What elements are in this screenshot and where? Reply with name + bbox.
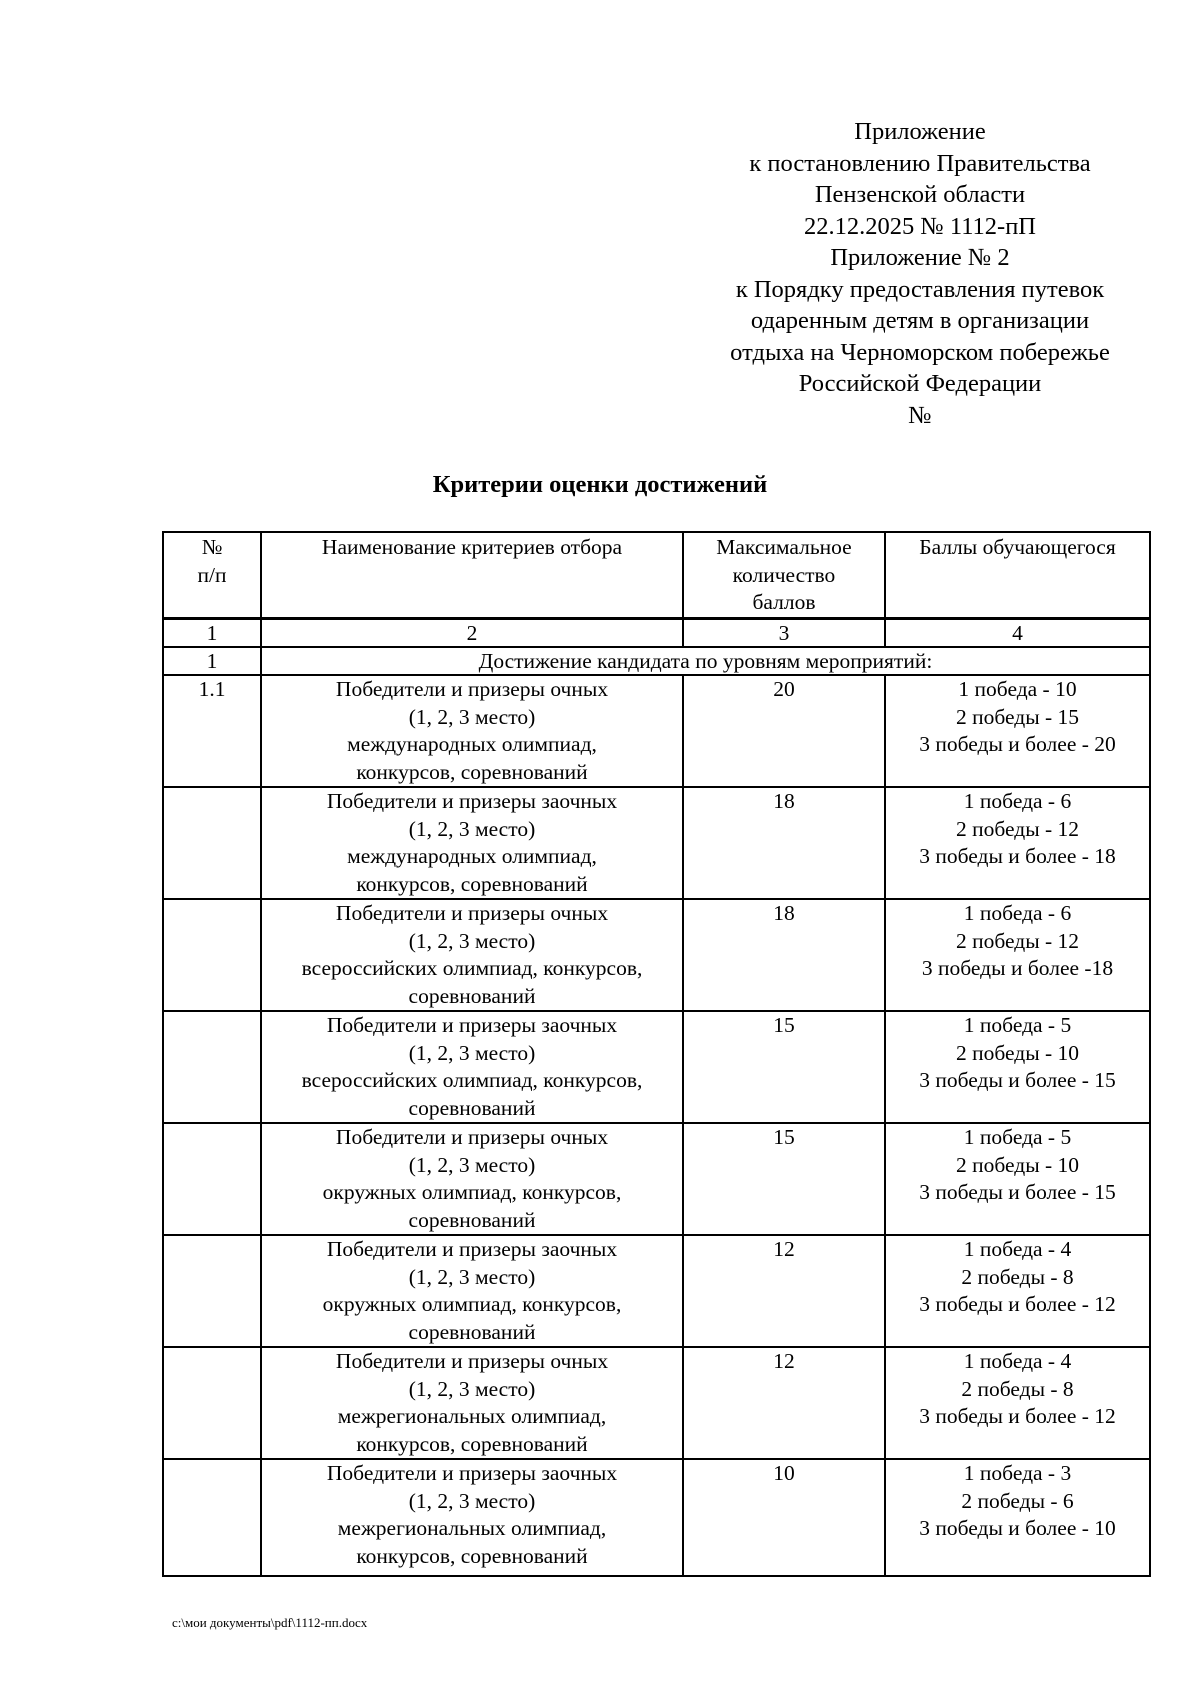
points-line: 1 победа - 5 <box>963 1013 1072 1037</box>
header-max-line: баллов <box>752 590 816 614</box>
max-points-cell: 18 <box>683 899 885 1011</box>
section-row <box>163 647 1150 675</box>
appendix-line: Пензенской области <box>814 181 1026 208</box>
appendix-line: к постановлению Правительства <box>749 149 1091 177</box>
header-max-points <box>683 532 885 618</box>
criteria-line: межрегиональных олимпиад, <box>337 1516 607 1540</box>
points-line: 2 победы - 6 <box>961 1488 1074 1513</box>
points-line: 3 победы и более - 18 <box>919 844 1116 868</box>
header-student-points: Баллы обучающегося <box>885 532 1150 618</box>
criteria-line: Победители и призеры заочных <box>326 1461 618 1485</box>
section-label: Достижение кандидата по уровням мероприятий: <box>261 647 1150 675</box>
appendix-line: Российской Федерации <box>798 370 1042 397</box>
appendix-line: Приложение <box>854 118 986 145</box>
points-line: 2 победы - 10 <box>955 1152 1080 1177</box>
points-line: 2 победы - 8 <box>961 1264 1074 1289</box>
max-points-cell: 15 <box>683 1123 885 1235</box>
document-title: Критерии оценки достижений <box>432 471 768 498</box>
row-number <box>163 787 261 899</box>
points-line: 2 победы - 15 <box>955 704 1080 729</box>
table-row <box>163 1347 1150 1459</box>
max-points-cell: 12 <box>683 1347 885 1459</box>
criteria-cell <box>261 675 683 787</box>
table-row <box>163 1459 1150 1576</box>
column-number: 3 <box>683 619 885 647</box>
appendix-line: отдыха на Черноморском побережье <box>730 338 1110 366</box>
points-line: 1 победа - 6 <box>963 901 1072 925</box>
criteria-line: всероссийских олимпиад, конкурсов, <box>301 956 643 980</box>
table-row <box>163 899 1150 1011</box>
criteria-line: конкурсов, соревнований <box>356 759 588 784</box>
points-line: 1 победа - 5 <box>963 1125 1072 1149</box>
criteria-line: (1, 2, 3 место) <box>408 1264 536 1289</box>
criteria-cell <box>261 1459 683 1576</box>
criteria-line: конкурсов, соревнований <box>356 871 588 896</box>
points-line: 2 победы - 12 <box>955 928 1080 953</box>
row-number <box>163 1235 261 1347</box>
criteria-line: (1, 2, 3 место) <box>408 704 536 729</box>
criteria-line: конкурсов, соревнований <box>356 1431 588 1456</box>
criteria-line: (1, 2, 3 место) <box>408 1488 536 1513</box>
student-points-cell <box>885 1011 1150 1123</box>
criteria-line: (1, 2, 3 место) <box>408 1376 536 1401</box>
student-points-cell <box>885 1235 1150 1347</box>
student-points-cell <box>885 1459 1150 1576</box>
row-number <box>163 1123 261 1235</box>
points-line: 3 победы и более - 12 <box>919 1292 1116 1316</box>
row-number: 1.1 <box>163 675 261 787</box>
criteria-line: межрегиональных олимпиад, <box>337 1404 607 1428</box>
criteria-line: (1, 2, 3 место) <box>408 928 536 953</box>
points-line: 3 победы и более - 12 <box>919 1404 1116 1428</box>
points-line: 1 победа - 3 <box>963 1461 1072 1485</box>
header-num-line: п/п <box>197 562 227 587</box>
points-line: 3 победы и более - 15 <box>919 1068 1116 1092</box>
table-row <box>163 1235 1150 1347</box>
criteria-line: Победители и призеры очных <box>335 1125 609 1149</box>
file-path-footer: c:\мои документы\pdf\1112-пп.docx <box>172 1615 368 1630</box>
points-line: 3 победы и более - 20 <box>919 732 1116 756</box>
points-line: 1 победа - 6 <box>963 789 1072 813</box>
criteria-line: Победители и призеры очных <box>335 677 609 701</box>
appendix-line: одаренным детям в организации <box>750 307 1090 334</box>
header-num-line: № <box>201 535 223 559</box>
criteria-cell <box>261 1123 683 1235</box>
row-number <box>163 1347 261 1459</box>
table-row <box>163 1011 1150 1123</box>
row-number <box>163 899 261 1011</box>
criteria-line: соревнований <box>408 1319 536 1344</box>
column-number: 1 <box>163 619 261 647</box>
column-number-row <box>163 619 1150 647</box>
appendix-line: № <box>908 401 932 429</box>
table-row <box>163 1123 1150 1235</box>
points-line: 3 победы и более - 10 <box>919 1516 1116 1540</box>
criteria-line: (1, 2, 3 место) <box>408 1152 536 1177</box>
criteria-line: конкурсов, соревнований <box>356 1543 588 1568</box>
criteria-line: (1, 2, 3 место) <box>408 816 536 841</box>
max-points-cell: 15 <box>683 1011 885 1123</box>
points-line: 3 победы и более - 15 <box>919 1180 1116 1204</box>
table-row <box>163 787 1150 899</box>
criteria-table-header <box>162 531 1151 619</box>
max-points-cell: 10 <box>683 1459 885 1576</box>
row-number <box>163 1459 261 1576</box>
points-line: 2 победы - 8 <box>961 1376 1074 1401</box>
appendix-line: 22.12.2025 № 1112-пП <box>803 212 1037 240</box>
student-points-cell <box>885 675 1150 787</box>
section-num: 1 <box>163 647 261 675</box>
max-points-cell: 18 <box>683 787 885 899</box>
row-number <box>163 1011 261 1123</box>
table-row <box>163 675 1150 787</box>
criteria-cell <box>261 1347 683 1459</box>
criteria-line: (1, 2, 3 место) <box>408 1040 536 1065</box>
criteria-line: Победители и призеры очных <box>335 1349 609 1373</box>
header-row <box>163 532 1150 618</box>
student-points-cell <box>885 787 1150 899</box>
points-line: 2 победы - 10 <box>955 1040 1080 1065</box>
criteria-line: соревнований <box>408 1207 536 1232</box>
criteria-line: Победители и призеры заочных <box>326 789 618 813</box>
criteria-line: всероссийских олимпиад, конкурсов, <box>301 1068 643 1092</box>
criteria-line: соревнований <box>408 1095 536 1120</box>
max-points-cell: 20 <box>683 675 885 787</box>
header-criteria: Наименование критериев отбора <box>261 532 683 618</box>
points-line: 1 победа - 4 <box>963 1237 1072 1261</box>
column-number: 4 <box>885 619 1150 647</box>
points-line: 2 победы - 12 <box>955 816 1080 841</box>
criteria-line: соревнований <box>408 983 536 1008</box>
student-points-cell <box>885 899 1150 1011</box>
header-max-line: количество <box>732 562 836 587</box>
criteria-line: окружных олимпиад, конкурсов, <box>322 1180 622 1204</box>
points-line: 1 победа - 4 <box>963 1349 1072 1373</box>
criteria-cell <box>261 899 683 1011</box>
criteria-line: международных олимпиад, <box>347 844 597 868</box>
points-line: 3 победы и более -18 <box>921 956 1114 980</box>
criteria-line: Победители и призеры заочных <box>326 1237 618 1261</box>
criteria-line: Победители и призеры заочных <box>326 1013 618 1037</box>
header-num <box>163 532 261 618</box>
points-line: 1 победа - 10 <box>958 677 1077 701</box>
appendix-block <box>640 116 1200 431</box>
column-number: 2 <box>261 619 683 647</box>
criteria-line: Победители и призеры очных <box>335 901 609 925</box>
criteria-table <box>162 618 1151 1577</box>
max-points-cell: 12 <box>683 1235 885 1347</box>
criteria-cell <box>261 787 683 899</box>
student-points-cell <box>885 1123 1150 1235</box>
header-max-line: Максимальное <box>716 535 852 559</box>
criteria-line: международных олимпиад, <box>347 732 597 756</box>
student-points-cell <box>885 1347 1150 1459</box>
appendix-line: Приложение № 2 <box>830 244 1010 271</box>
criteria-line: окружных олимпиад, конкурсов, <box>322 1292 622 1316</box>
criteria-cell <box>261 1011 683 1123</box>
appendix-line: к Порядку предоставления путевок <box>735 275 1105 303</box>
criteria-cell <box>261 1235 683 1347</box>
